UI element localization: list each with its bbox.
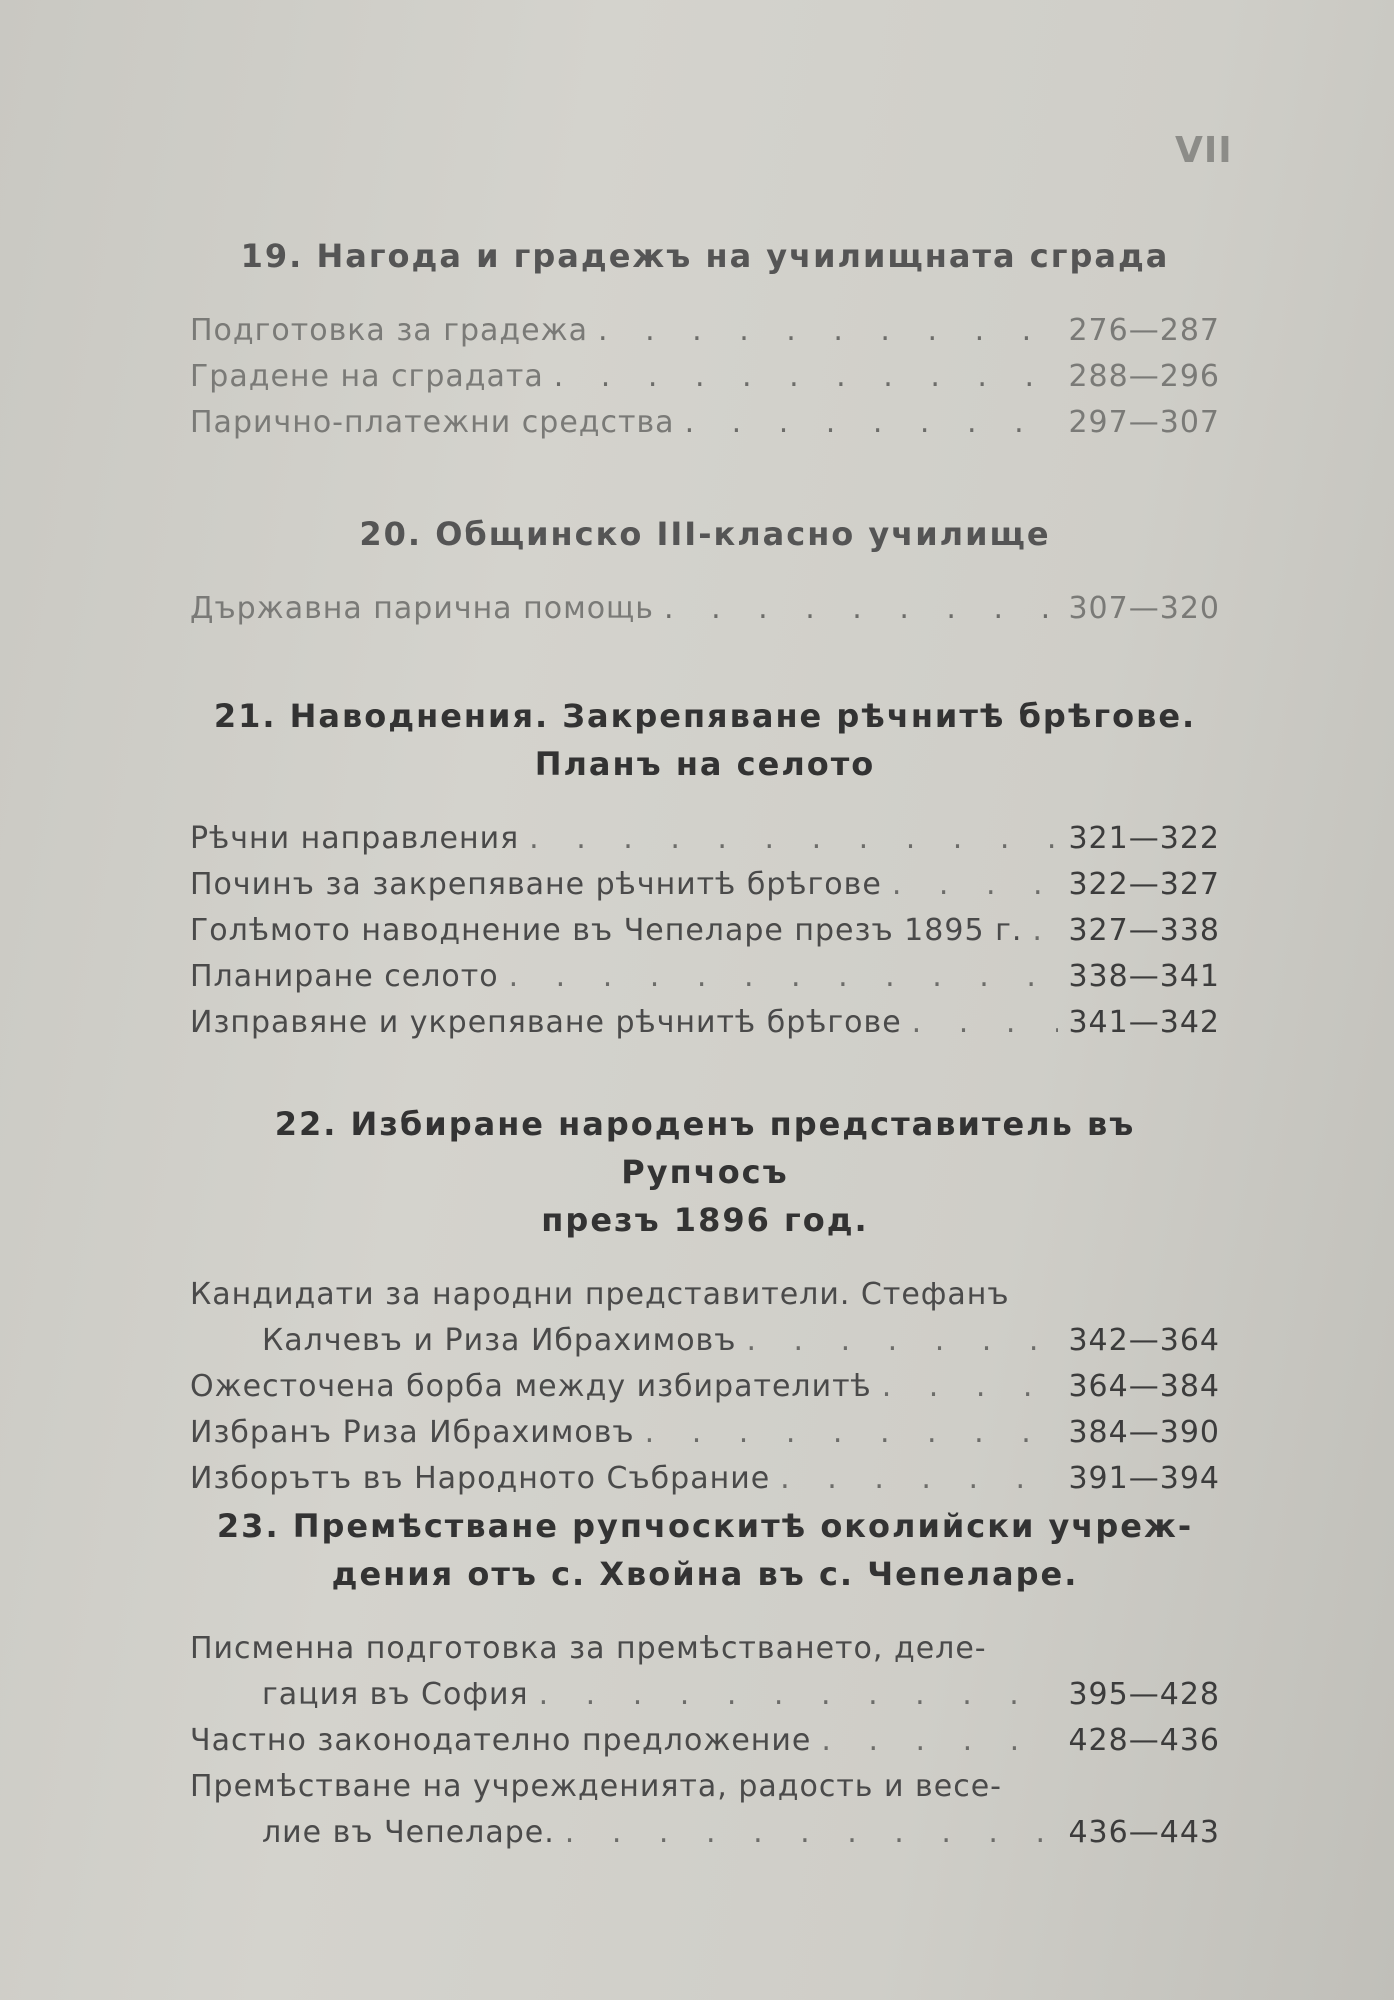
toc-entry[interactable] [190,1764,1220,1856]
section-title: 19. Нагода и градежъ на училищната сграда [240,237,1170,275]
toc-entry[interactable] [190,1364,1220,1410]
entry-pages: 322—327 [1068,867,1220,902]
toc-entry[interactable] [190,862,1220,908]
entry-label: Държавна парична помощь [190,591,654,626]
section-title-line: Планъ на селото [534,745,876,783]
leader-dots [565,1810,1059,1856]
entry-label: лие въ Чепеларе. [262,1815,555,1850]
toc-entry[interactable] [190,816,1220,862]
entry-label: Подготовка за градежа [190,313,588,348]
entry-label: Парично-платежни средства [190,405,675,440]
entry-label: Изправяне и укрепяване рѣчнитѣ брѣгове [190,1005,902,1040]
entry-pages: 307—320 [1068,591,1220,626]
toc-entry[interactable] [190,1410,1220,1456]
entry-pages: 338—341 [1068,959,1220,994]
leader-dots [892,862,1059,908]
section-21 [190,692,1220,1046]
leader-dots [746,1318,1058,1364]
entry-pages: 395—428 [1068,1677,1220,1712]
entry-label: Частно законодателно предложение [190,1723,812,1758]
section-20 [190,510,1220,632]
entry-label: Починъ за закрепяване рѣчнитѣ брѣгове [190,867,882,902]
entry-label: Ожесточена борба между избирателитѣ [190,1369,872,1404]
entry-pages: 364—384 [1068,1369,1220,1404]
leader-dots [529,816,1058,862]
toc-entry[interactable] [190,908,1220,954]
section-title-line: дения отъ с. Хвойна въ с. Чепеларе. [331,1555,1079,1593]
section-title-line: 21. Наводнения. Закрепяване рѣчнитѣ брѣгове. [213,697,1197,735]
entry-list [190,1272,1220,1502]
entry-pages: 341—342 [1068,1005,1220,1040]
entry-list [190,586,1220,632]
toc-entry[interactable] [190,400,1220,446]
section-22 [190,1100,1220,1502]
entry-label: гация въ София [262,1677,529,1712]
entry-pages: 342—364 [1068,1323,1220,1358]
entry-pages: 428—436 [1068,1723,1220,1758]
entry-list [190,308,1220,446]
entry-label-line: Кандидати за народни представители. Стефанъ [190,1277,1010,1312]
section-19 [190,232,1220,446]
leader-dots [780,1456,1058,1502]
leader-dots [912,1000,1059,1046]
leader-dots [882,1364,1059,1410]
entry-pages: 436—443 [1068,1815,1220,1850]
section-title [190,692,1220,788]
entry-pages: 384—390 [1068,1415,1220,1450]
entry-label-line: Писменна подготовка за премѣстването, деле- [190,1631,987,1666]
leader-dots [685,400,1059,446]
toc-entry[interactable] [190,586,1220,632]
entry-pages: 327—338 [1068,913,1220,948]
leader-dots [554,354,1059,400]
entry-pages: 276—287 [1068,313,1220,348]
entry-label: Избранъ Риза Ибрахимовъ [190,1415,635,1450]
entry-label-line: Премѣстване на учрежденията, радость и весе- [190,1769,1002,1804]
section-title [190,1502,1220,1598]
section-title-line: 22. Избиране народенъ представитель въ Рупчосъ [274,1105,1136,1191]
toc-entry[interactable] [190,308,1220,354]
section-title: 20. Общинско III-класно училище [359,515,1051,553]
leader-dots [539,1672,1059,1718]
section-title-line: презъ 1896 год. [541,1201,869,1239]
toc-entry[interactable] [190,354,1220,400]
page-number: VII [1175,130,1233,171]
entry-label: Градене на сградата [190,359,544,394]
entry-list [190,1626,1220,1856]
toc-entry[interactable] [190,954,1220,1000]
section-23 [190,1502,1220,1856]
entry-label: Рѣчни направления [190,821,520,856]
section-title-line: 23. Премѣстване рупчоскитѣ околийски учреж- [216,1507,1194,1545]
entry-label: Калчевъ и Риза Ибрахимовъ [262,1323,737,1358]
entry-pages: 297—307 [1068,405,1220,440]
entry-pages: 288—296 [1068,359,1220,394]
toc-entry[interactable] [190,1000,1220,1046]
leader-dots [645,1410,1059,1456]
leader-dots [598,308,1058,354]
leader-dots [509,954,1059,1000]
toc-entry[interactable] [190,1626,1220,1718]
toc-entry[interactable] [190,1272,1220,1364]
leader-dots [821,1718,1058,1764]
section-title [190,1100,1220,1244]
toc-entry[interactable] [190,1718,1220,1764]
leader-dots [1032,908,1058,954]
toc-entry[interactable] [190,1456,1220,1502]
entry-pages: 391—394 [1068,1461,1220,1496]
entry-list [190,816,1220,1046]
entry-label: Планиране селото [190,959,499,994]
entry-pages: 321—322 [1068,821,1220,856]
entry-label: Изборътъ въ Народното Събрание [190,1461,771,1496]
entry-label: Голѣмото наводнение въ Чепеларе презъ 1895 г. [190,913,1023,948]
leader-dots [664,586,1058,632]
